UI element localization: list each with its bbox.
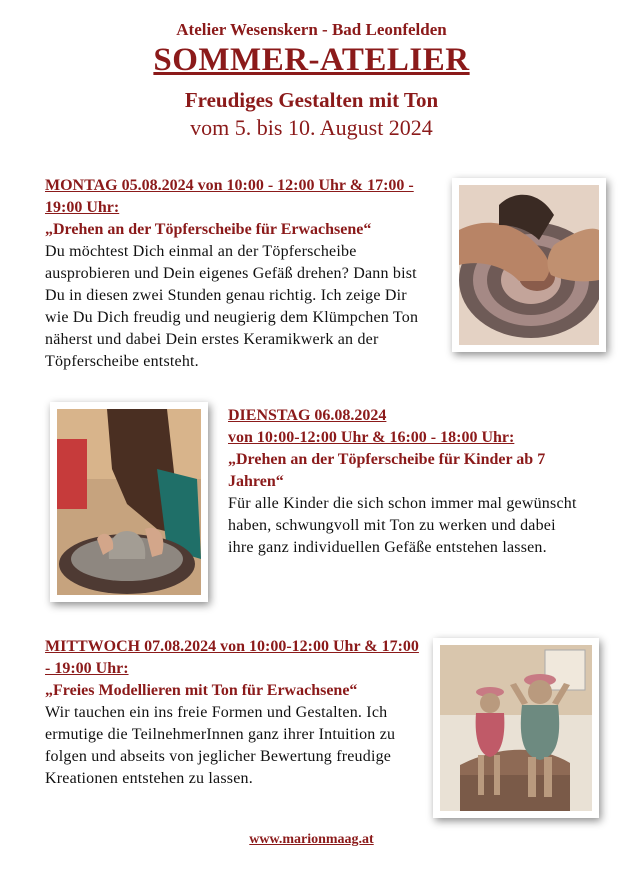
page-title: SOMMER-ATELIER	[153, 42, 470, 78]
child-at-pottery-wheel-icon	[57, 409, 201, 595]
session-title: „Drehen an der Töpferscheibe für Erwachsene“	[45, 221, 372, 238]
session-tuesday	[228, 405, 578, 559]
session-title: „Freies Modellieren mit Ton für Erwachsene“	[45, 682, 358, 699]
session-monday	[45, 175, 425, 373]
session-description: Wir tauchen ein ins freie Formen und Gestalten. Ich ermutige die TeilnehmerInnen ganz ihrer Intuition zu folgen und abseits von jeglicher Bewertung freudige Kreationen entstehen zu lassen.	[45, 704, 396, 787]
session-schedule-time: von 10:00-12:00 Uhr & 16:00 - 18:00 Uhr:	[228, 429, 515, 446]
photo-pottery-wheel-adult	[452, 178, 606, 352]
pottery-wheel-adult-hands-icon	[459, 185, 599, 345]
photo-child-pottery	[50, 402, 208, 602]
session-schedule: MONTAG 05.08.2024 von 10:00 - 12:00 Uhr & 17:00 - 19:00 Uhr:	[45, 177, 414, 216]
page-subtitle: Freudiges Gestalten mit Ton	[184, 88, 439, 112]
clay-figurines-icon	[440, 645, 592, 811]
session-wednesday	[45, 636, 420, 790]
website-link[interactable]: www.marionmaag.at	[249, 832, 374, 847]
event-dates: vom 5. bis 10. August 2024	[190, 115, 433, 140]
atelier-name: Atelier Wesenskern - Bad Leonfelden	[176, 20, 447, 39]
session-schedule-day: DIENSTAG 06.08.2024	[228, 407, 387, 424]
session-description: Du möchtest Dich einmal an der Töpferscheibe ausprobieren und Dein eigenes Gefäß drehen? Dann bist Du in diesen zwei Stunden genau richtig. Ich zeige Dir wie Du Dich freudig und neugierig dem Klümpchen Ton näherst und dabei Dein erstes Keramikwerk an der Töpferscheibe entsteht.	[45, 243, 419, 370]
photo-clay-figurines	[433, 638, 599, 818]
session-schedule: MITTWOCH 07.08.2024 von 10:00-12:00 Uhr & 17:00 - 19:00 Uhr:	[45, 638, 419, 677]
session-title: „Drehen an der Töpferscheibe für Kinder ab 7 Jahren“	[228, 451, 546, 490]
session-description: Für alle Kinder die sich schon immer mal gewünscht haben, schwungvoll mit Ton zu werken und dabei ihre ganz individuellen Gefäße entstehen lassen.	[228, 495, 577, 556]
